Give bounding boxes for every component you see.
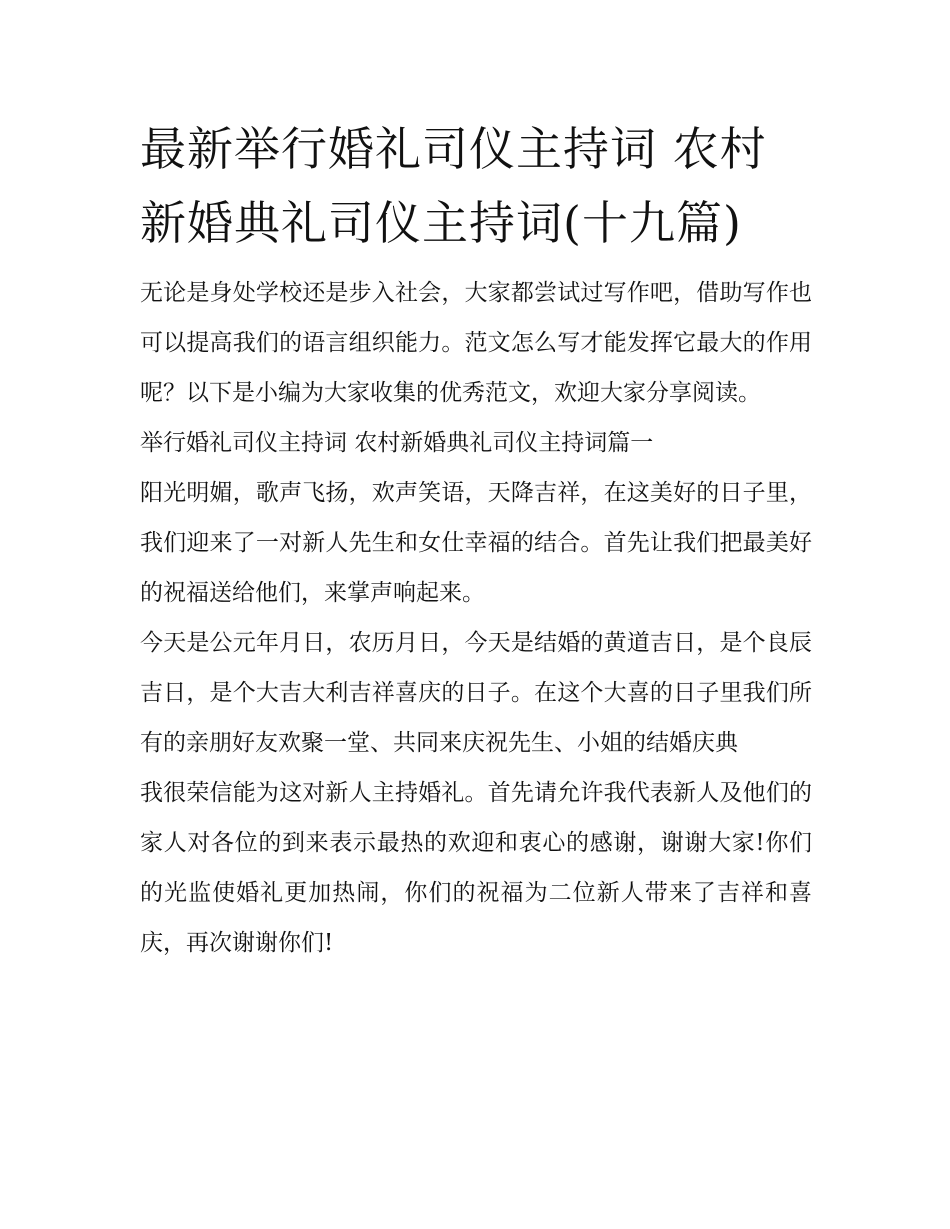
document-page (140, 112, 812, 968)
document-title: 最新举行婚礼司仪主持词 农村新婚典礼司仪主持词(十九篇) (140, 122, 767, 250)
intro-paragraph: 无论是身处学校还是步入社会，大家都尝试过写作吧，借助写作也可以提高我们的语言组织能力。范文怎么写才能发挥它最大的作用呢？以下是小编为大家收集的优秀范文，欢迎大家分享阅读。 (140, 280, 812, 406)
body-paragraph-2: 今天是公元年月日，农历月日，今天是结婚的黄道吉日，是个良辰吉日，是个大吉大利吉祥喜庆的日子。在这个大喜的日子里我们所有的亲朋好友欢聚一堂、共同来庆祝先生、小姐的结婚庆典 (140, 630, 812, 756)
section-heading: 举行婚礼司仪主持词 农村新婚典礼司仪主持词篇一 (140, 430, 654, 456)
body-paragraph-1: 阳光明媚，歌声飞扬，欢声笑语，天降吉祥，在这美好的日子里，我们迎来了一对新人先生和女仕幸福的结合。首先让我们把最美好的祝福送给他们，来掌声响起来。 (140, 480, 812, 606)
body-paragraph-3: 我很荣信能为这对新人主持婚礼。首先请允许我代表新人及他们的家人对各位的到来表示最热的欢迎和衷心的感谢，谢谢大家!你们的光监使婚礼更加热闹，你们的祝福为二位新人带来了吉祥和喜庆，再次谢谢你们! (140, 780, 812, 956)
